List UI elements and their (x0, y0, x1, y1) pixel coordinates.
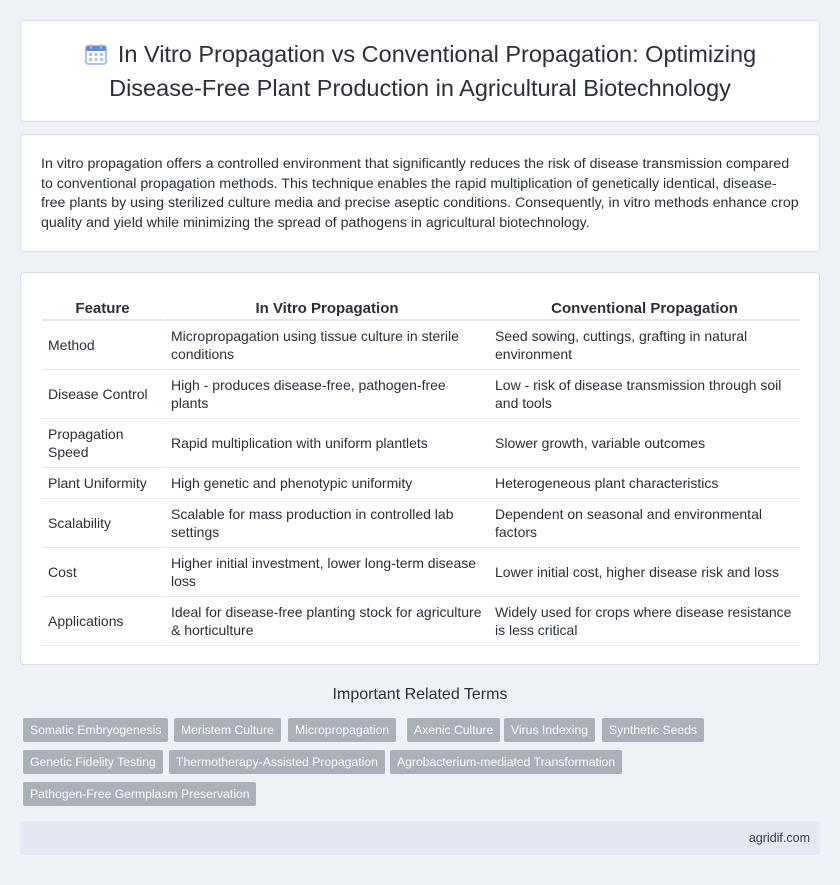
tag-micropropagation[interactable]: Micropropagation (288, 718, 396, 742)
header-feature: Feature (42, 295, 163, 321)
table-row (42, 419, 800, 468)
row-conventional: Widely used for crops where disease resistance is less critical (489, 597, 800, 646)
row-feature: Applications (42, 597, 163, 646)
row-in-vitro: Rapid multiplication with uniform plantlets (163, 419, 489, 468)
row-conventional: Lower initial cost, higher disease risk and loss (489, 548, 800, 597)
footer-site-link[interactable]: agridif.com (748, 831, 810, 845)
row-conventional: Heterogeneous plant characteristics (489, 468, 800, 499)
header-in-vitro: In Vitro Propagation (163, 295, 489, 321)
tag-thermotherapy-assisted-propagation[interactable]: Thermotherapy-Assisted Propagation (169, 750, 385, 774)
tag-pathogen-free-germplasm-preservation[interactable]: Pathogen-Free Germplasm Preservation (23, 782, 256, 806)
related-terms-title: Important Related Terms (332, 686, 508, 703)
row-feature: Plant Uniformity (42, 468, 163, 499)
tag-axenic-culture[interactable]: Axenic Culture (407, 718, 500, 742)
page-title-text: In Vitro Propagation vs Conventional Propagation: Optimizing Disease-Free Plant Production in Agricultural Biotechnology (109, 41, 757, 101)
row-feature: Disease Control (42, 370, 163, 419)
header-conventional: Conventional Propagation (489, 295, 800, 321)
row-feature: Cost (42, 548, 163, 597)
row-conventional: Seed sowing, cuttings, grafting in natural environment (489, 321, 800, 370)
table-row (42, 548, 800, 597)
title-card (20, 20, 820, 122)
tag-agrobacterium-mediated-transformation[interactable]: Agrobacterium-mediated Transformation (390, 750, 622, 774)
row-feature: Propagation Speed (42, 419, 163, 468)
row-in-vitro: Higher initial investment, lower long-term disease loss (163, 548, 489, 597)
tag-synthetic-seeds[interactable]: Synthetic Seeds (602, 718, 704, 742)
row-in-vitro: High genetic and phenotypic uniformity (163, 468, 489, 499)
row-in-vitro: Scalable for mass production in controlled lab settings (163, 499, 489, 548)
table-row (42, 370, 800, 419)
row-conventional: Dependent on seasonal and environmental factors (489, 499, 800, 548)
tag-virus-indexing[interactable]: Virus Indexing (504, 718, 595, 742)
page-title (61, 39, 779, 103)
calendar-icon (84, 42, 108, 73)
row-conventional: Low - risk of disease transmission through soil and tools (489, 370, 800, 419)
table-row (42, 597, 800, 646)
row-in-vitro: Micropropagation using tissue culture in sterile conditions (163, 321, 489, 370)
comparison-table-card (20, 272, 820, 665)
row-in-vitro: Ideal for disease-free planting stock for agriculture & horticulture (163, 597, 489, 646)
tag-genetic-fidelity-testing[interactable]: Genetic Fidelity Testing (23, 750, 163, 774)
row-feature: Method (42, 321, 163, 370)
footer (20, 821, 820, 855)
table-row (42, 321, 800, 370)
table-row (42, 468, 800, 499)
comparison-table (42, 295, 800, 646)
intro-card (20, 134, 820, 252)
intro-paragraph: In vitro propagation offers a controlled environment that significantly reduces the risk of disease transmission compared to conventional propagation methods. This technique enables the rapid multiplication of genetically identical, disease-free plants by using sterilized culture media and precise aseptic conditions. Consequently, in vitro methods enhance crop quality and yield while minimizing the spread of pathogens in agricultural biotechnology. (41, 156, 799, 231)
tag-meristem-culture[interactable]: Meristem Culture (174, 718, 281, 742)
table-header-row (42, 295, 800, 321)
tag-somatic-embryogenesis[interactable]: Somatic Embryogenesis (23, 718, 168, 742)
table-row (42, 499, 800, 548)
row-in-vitro: High - produces disease-free, pathogen-free plants (163, 370, 489, 419)
row-conventional: Slower growth, variable outcomes (489, 419, 800, 468)
row-feature: Scalability (42, 499, 163, 548)
